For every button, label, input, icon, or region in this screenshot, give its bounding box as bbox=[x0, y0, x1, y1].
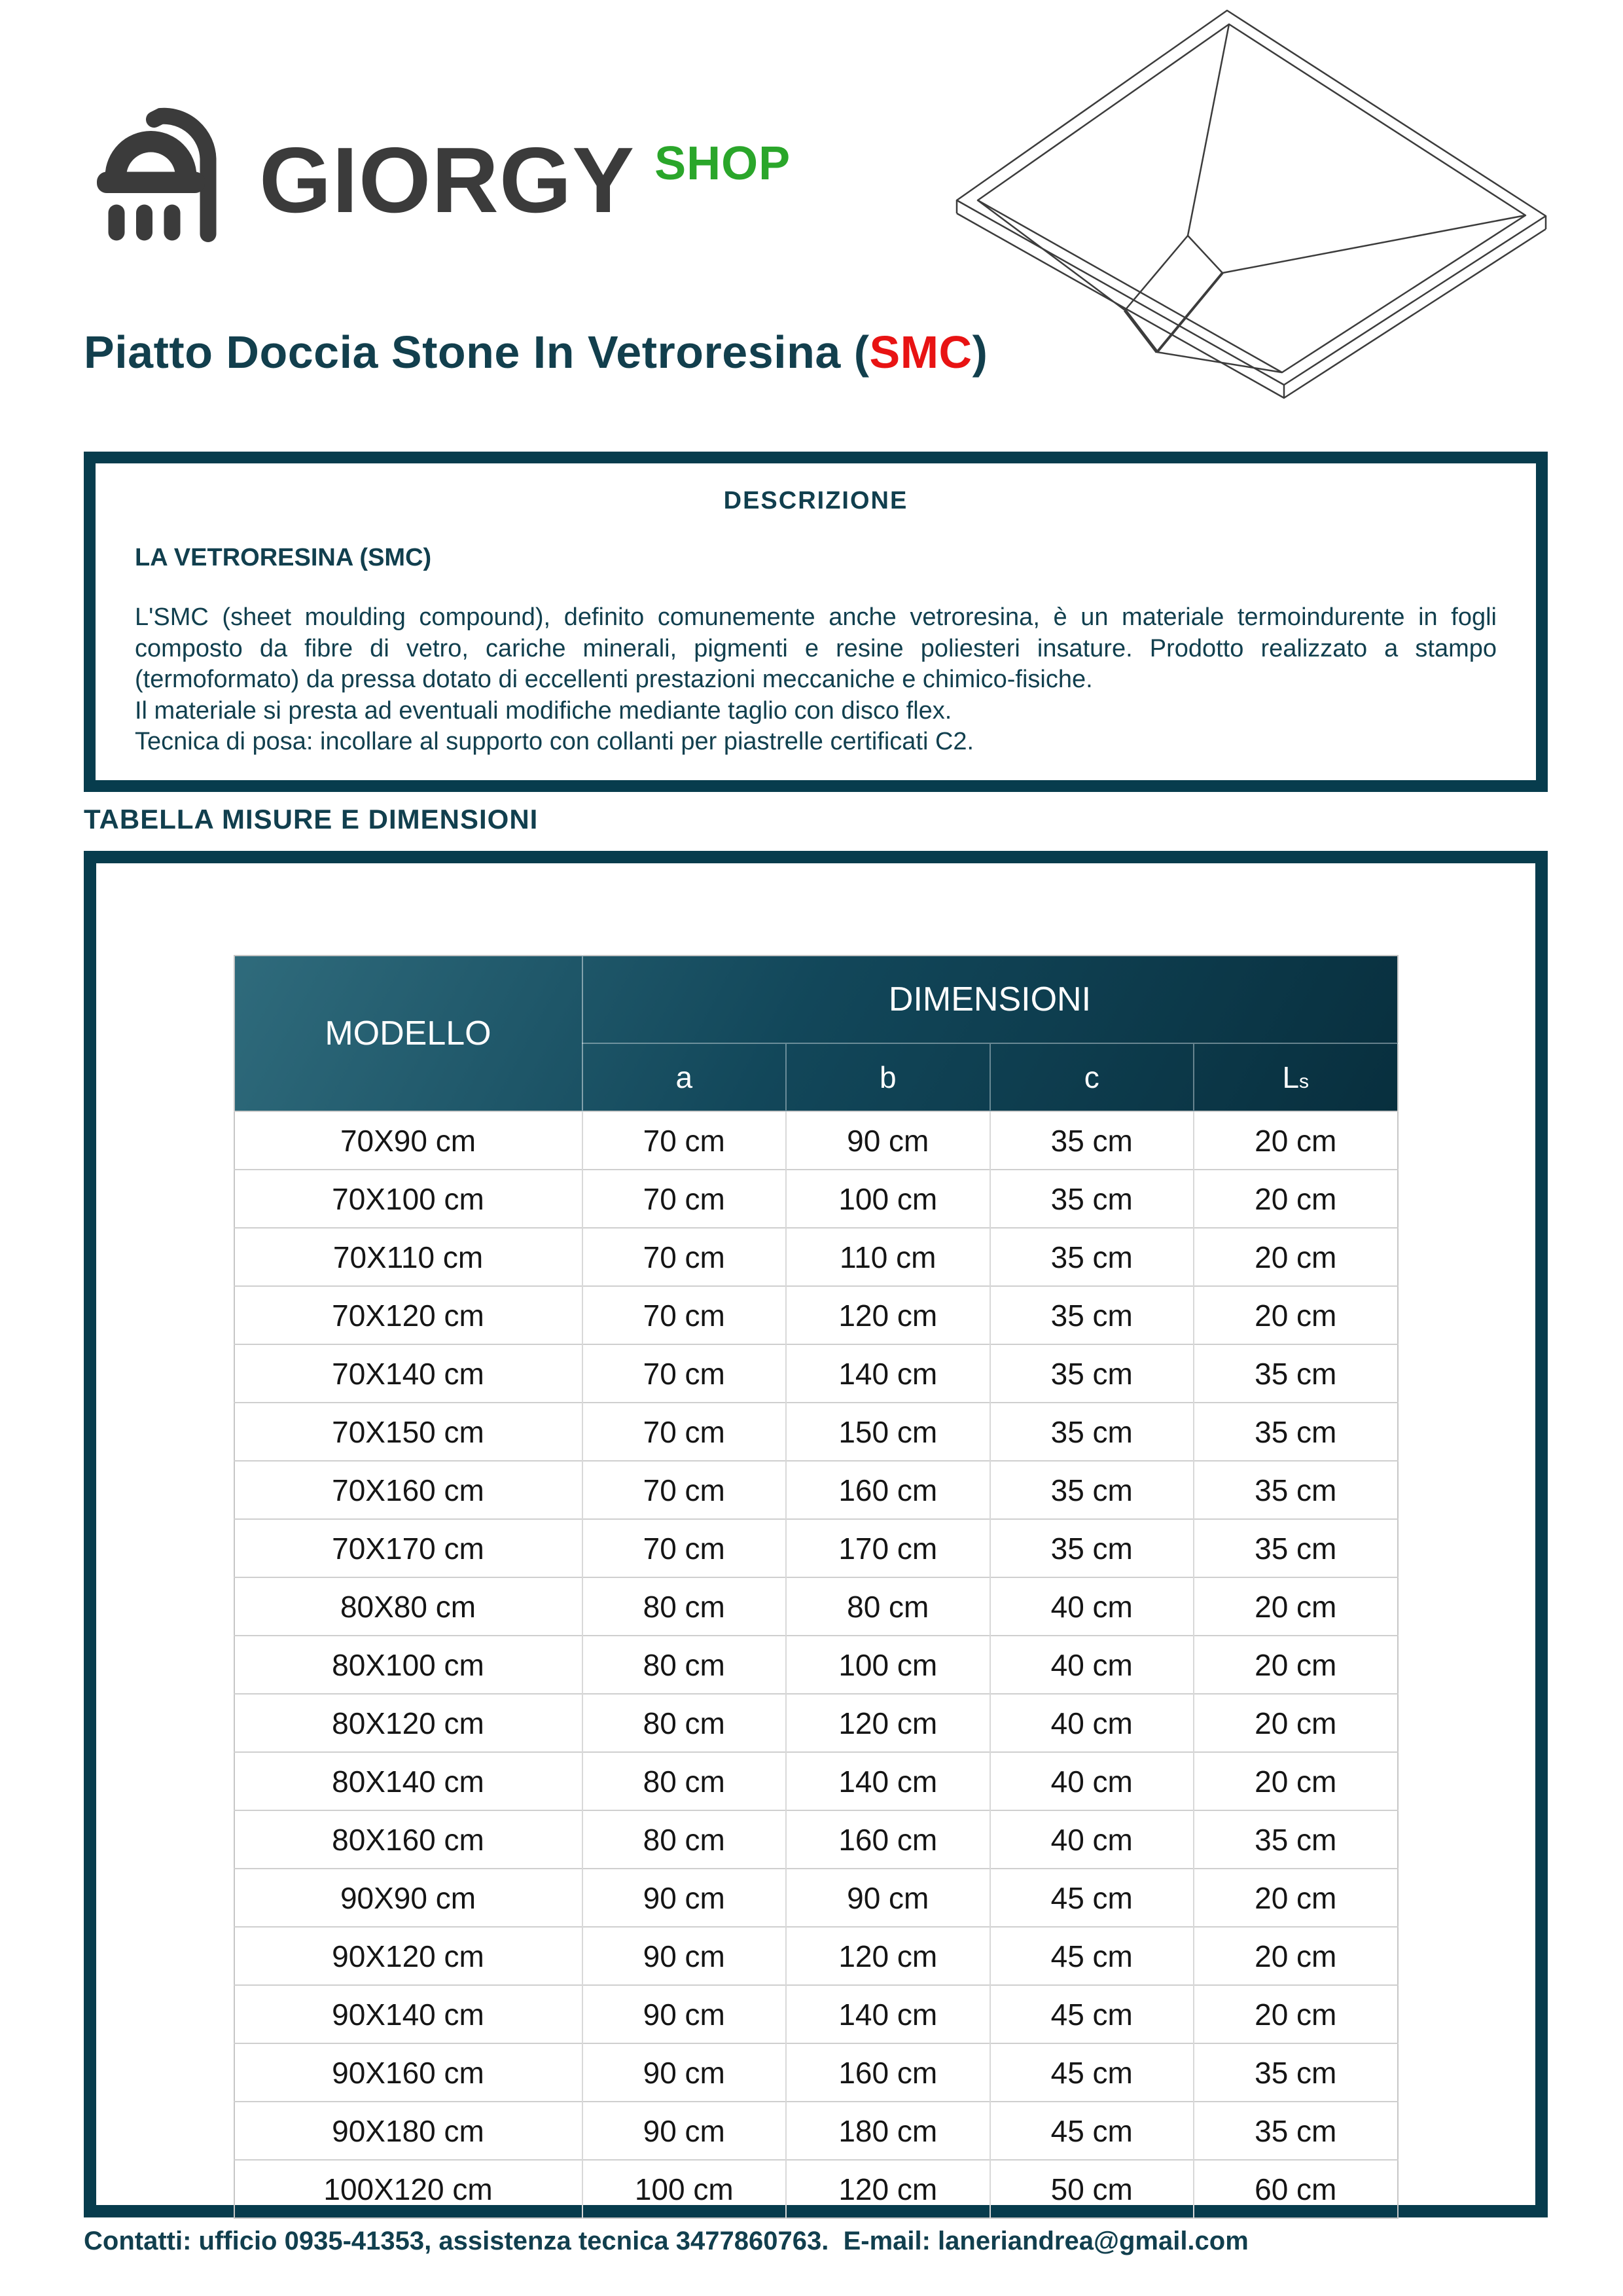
dimension-cell: 100 cm bbox=[786, 1170, 990, 1228]
table-row bbox=[234, 2102, 1398, 2160]
dimension-cell: 160 cm bbox=[786, 1461, 990, 1519]
model-cell: 70X170 cm bbox=[234, 1519, 582, 1577]
model-cell: 70X100 cm bbox=[234, 1170, 582, 1228]
dimension-cell: 120 cm bbox=[786, 1927, 990, 1985]
dimension-cell: 70 cm bbox=[582, 1344, 787, 1403]
dimension-cell: 20 cm bbox=[1194, 1170, 1398, 1228]
dimension-cell: 35 cm bbox=[1194, 1461, 1398, 1519]
dimension-cell: 35 cm bbox=[990, 1111, 1194, 1170]
dimension-cell: 35 cm bbox=[990, 1286, 1194, 1344]
dimension-cell: 35 cm bbox=[1194, 2043, 1398, 2102]
dimension-cell: 120 cm bbox=[786, 1694, 990, 1752]
table-row bbox=[234, 1111, 1398, 1170]
dimension-cell: 40 cm bbox=[990, 1810, 1194, 1869]
column-header-a: a bbox=[582, 1043, 787, 1111]
dimension-cell: 20 cm bbox=[1194, 1228, 1398, 1286]
dimension-cell: 70 cm bbox=[582, 1111, 787, 1170]
dimension-cell: 70 cm bbox=[582, 1228, 787, 1286]
table-row bbox=[234, 1985, 1398, 2043]
dimension-cell: 35 cm bbox=[1194, 1519, 1398, 1577]
dimension-cell: 35 cm bbox=[1194, 1403, 1398, 1461]
table-row bbox=[234, 1286, 1398, 1344]
dimension-cell: 20 cm bbox=[1194, 1869, 1398, 1927]
footer-contacts: Contatti: ufficio 0935-41353, assistenza tecnica 3477860763. E-mail: laneriandrea@gmail.com bbox=[84, 2227, 1249, 2255]
dimension-cell: 170 cm bbox=[786, 1519, 990, 1577]
dimension-cell: 80 cm bbox=[582, 1752, 787, 1810]
table-row bbox=[234, 1577, 1398, 1636]
dimension-cell: 140 cm bbox=[786, 1985, 990, 2043]
dimension-cell: 70 cm bbox=[582, 1403, 787, 1461]
dimension-cell: 40 cm bbox=[990, 1577, 1194, 1636]
dimension-cell: 35 cm bbox=[990, 1519, 1194, 1577]
dimension-cell: 40 cm bbox=[990, 1636, 1194, 1694]
table-row bbox=[234, 1694, 1398, 1752]
column-header-ls bbox=[1194, 1043, 1398, 1111]
dimension-cell: 140 cm bbox=[786, 1752, 990, 1810]
description-paragraph: Il materiale si presta ad eventuali modifiche mediante taglio con disco flex. bbox=[135, 696, 952, 725]
dimension-cell: 60 cm bbox=[1194, 2160, 1398, 2218]
dimension-cell: 90 cm bbox=[582, 1869, 787, 1927]
dimension-cell: 35 cm bbox=[990, 1403, 1194, 1461]
dimension-cell: 70 cm bbox=[582, 1170, 787, 1228]
dimension-cell: 120 cm bbox=[786, 2160, 990, 2218]
description-subheading: LA VETRORESINA (SMC) bbox=[135, 544, 432, 571]
size-table-header bbox=[234, 956, 1398, 1111]
ls-sub: s bbox=[1299, 1071, 1310, 1092]
dimension-cell: 40 cm bbox=[990, 1752, 1194, 1810]
dimension-cell: 20 cm bbox=[1194, 1985, 1398, 2043]
dimension-cell: 100 cm bbox=[582, 2160, 787, 2218]
model-cell: 70X160 cm bbox=[234, 1461, 582, 1519]
page-title-prefix: Piatto Doccia Stone In Vetroresina ( bbox=[84, 327, 870, 378]
dimension-cell: 45 cm bbox=[990, 1869, 1194, 1927]
dimension-cell: 20 cm bbox=[1194, 1752, 1398, 1810]
dimension-cell: 70 cm bbox=[582, 1461, 787, 1519]
dimension-cell: 110 cm bbox=[786, 1228, 990, 1286]
table-row bbox=[234, 2160, 1398, 2218]
dimension-cell: 20 cm bbox=[1194, 1286, 1398, 1344]
size-table bbox=[234, 955, 1399, 2219]
description-heading: DESCRIZIONE bbox=[723, 487, 908, 514]
dimension-cell: 40 cm bbox=[990, 1694, 1194, 1752]
dimension-cell: 90 cm bbox=[582, 2102, 787, 2160]
table-row bbox=[234, 1927, 1398, 1985]
size-table-body bbox=[234, 1111, 1398, 2218]
dimension-cell: 180 cm bbox=[786, 2102, 990, 2160]
dimension-cell: 80 cm bbox=[582, 1577, 787, 1636]
dimension-cell: 90 cm bbox=[582, 1985, 787, 2043]
dimension-cell: 90 cm bbox=[786, 1869, 990, 1927]
column-header-modello: MODELLO bbox=[234, 956, 582, 1111]
dimension-cell: 45 cm bbox=[990, 1927, 1194, 1985]
dimension-cell: 80 cm bbox=[582, 1694, 787, 1752]
column-group-dimensioni: DIMENSIONI bbox=[888, 980, 1092, 1018]
model-cell: 90X120 cm bbox=[234, 1927, 582, 1985]
dimension-cell: 35 cm bbox=[1194, 2102, 1398, 2160]
dimension-cell: 45 cm bbox=[990, 2102, 1194, 2160]
dimension-cell: 35 cm bbox=[990, 1461, 1194, 1519]
dimension-cell: 45 cm bbox=[990, 2043, 1194, 2102]
dimension-cell: 90 cm bbox=[786, 1111, 990, 1170]
dimension-cell: 70 cm bbox=[582, 1286, 787, 1344]
model-cell: 70X120 cm bbox=[234, 1286, 582, 1344]
dimension-cell: 50 cm bbox=[990, 2160, 1194, 2218]
column-header-c: c bbox=[990, 1043, 1194, 1111]
dimension-cell: 160 cm bbox=[786, 1810, 990, 1869]
dimension-cell: 160 cm bbox=[786, 2043, 990, 2102]
brand-name-suffix: SHOP bbox=[654, 137, 791, 190]
table-row bbox=[234, 1403, 1398, 1461]
model-cell: 90X160 cm bbox=[234, 2043, 582, 2102]
dimension-cell: 70 cm bbox=[582, 1519, 787, 1577]
model-cell: 70X90 cm bbox=[234, 1111, 582, 1170]
description-paragraph: Tecnica di posa: incollare al supporto con collanti per piastrelle certificati C2. bbox=[135, 728, 974, 755]
description-text bbox=[135, 602, 1497, 758]
table-row bbox=[234, 1869, 1398, 1927]
shower-tray-wireframe bbox=[949, 5, 1611, 406]
dimension-cell: 20 cm bbox=[1194, 1111, 1398, 1170]
table-row bbox=[234, 2043, 1398, 2102]
table-row bbox=[234, 1228, 1398, 1286]
table-row bbox=[234, 1461, 1398, 1519]
model-cell: 70X110 cm bbox=[234, 1228, 582, 1286]
ls-main: L bbox=[1282, 1060, 1300, 1094]
shower-icon bbox=[84, 85, 247, 249]
table-row bbox=[234, 1344, 1398, 1403]
description-box bbox=[84, 452, 1548, 792]
dimension-cell: 35 cm bbox=[990, 1344, 1194, 1403]
size-table-box bbox=[84, 851, 1548, 2217]
table-row bbox=[234, 1810, 1398, 1869]
dimension-cell: 90 cm bbox=[582, 2043, 787, 2102]
page-title-suffix: ) bbox=[972, 327, 988, 378]
model-cell: 80X100 cm bbox=[234, 1636, 582, 1694]
dimension-cell: 20 cm bbox=[1194, 1577, 1398, 1636]
dimension-cell: 80 cm bbox=[582, 1810, 787, 1869]
model-cell: 80X140 cm bbox=[234, 1752, 582, 1810]
brand-logo bbox=[84, 85, 791, 249]
table-row bbox=[234, 1752, 1398, 1810]
model-cell: 70X150 cm bbox=[234, 1403, 582, 1461]
dimension-cell: 35 cm bbox=[1194, 1344, 1398, 1403]
dimension-cell: 120 cm bbox=[786, 1286, 990, 1344]
dimension-cell: 80 cm bbox=[786, 1577, 990, 1636]
table-section-label: TABELLA MISURE E DIMENSIONI bbox=[84, 804, 539, 834]
table-row bbox=[234, 1636, 1398, 1694]
description-paragraph: L'SMC (sheet moulding compound), definito comunemente anche vetroresina, è un materiale termoindurente in fogli composto da fibre di vetro, cariche minerali, pigmenti e resine poliesteri insature. Prodotto realizzato a stampo (termoformato) da pressa dotato di eccellenti prestazioni meccaniche e chimico-fisiche. bbox=[135, 603, 1497, 693]
model-cell: 100X120 cm bbox=[234, 2160, 582, 2218]
dimension-cell: 35 cm bbox=[990, 1170, 1194, 1228]
dimension-cell: 20 cm bbox=[1194, 1927, 1398, 1985]
dimension-cell: 80 cm bbox=[582, 1636, 787, 1694]
model-cell: 90X140 cm bbox=[234, 1985, 582, 2043]
table-row bbox=[234, 1170, 1398, 1228]
brand-name-main: GIORGY bbox=[259, 128, 635, 232]
dimension-cell: 150 cm bbox=[786, 1403, 990, 1461]
table-row bbox=[234, 1519, 1398, 1577]
model-cell: 80X80 cm bbox=[234, 1577, 582, 1636]
column-header-b: b bbox=[786, 1043, 990, 1111]
page-title bbox=[84, 326, 988, 378]
dimension-cell: 140 cm bbox=[786, 1344, 990, 1403]
model-cell: 80X160 cm bbox=[234, 1810, 582, 1869]
model-cell: 80X120 cm bbox=[234, 1694, 582, 1752]
dimension-cell: 35 cm bbox=[1194, 1810, 1398, 1869]
page-title-accent: SMC bbox=[869, 327, 972, 378]
dimension-cell: 45 cm bbox=[990, 1985, 1194, 2043]
dimension-cell: 90 cm bbox=[582, 1927, 787, 1985]
model-cell: 90X90 cm bbox=[234, 1869, 582, 1927]
dimension-cell: 20 cm bbox=[1194, 1636, 1398, 1694]
brand-name bbox=[259, 85, 791, 232]
model-cell: 90X180 cm bbox=[234, 2102, 582, 2160]
model-cell: 70X140 cm bbox=[234, 1344, 582, 1403]
dimension-cell: 20 cm bbox=[1194, 1694, 1398, 1752]
dimension-cell: 35 cm bbox=[990, 1228, 1194, 1286]
dimension-cell: 100 cm bbox=[786, 1636, 990, 1694]
